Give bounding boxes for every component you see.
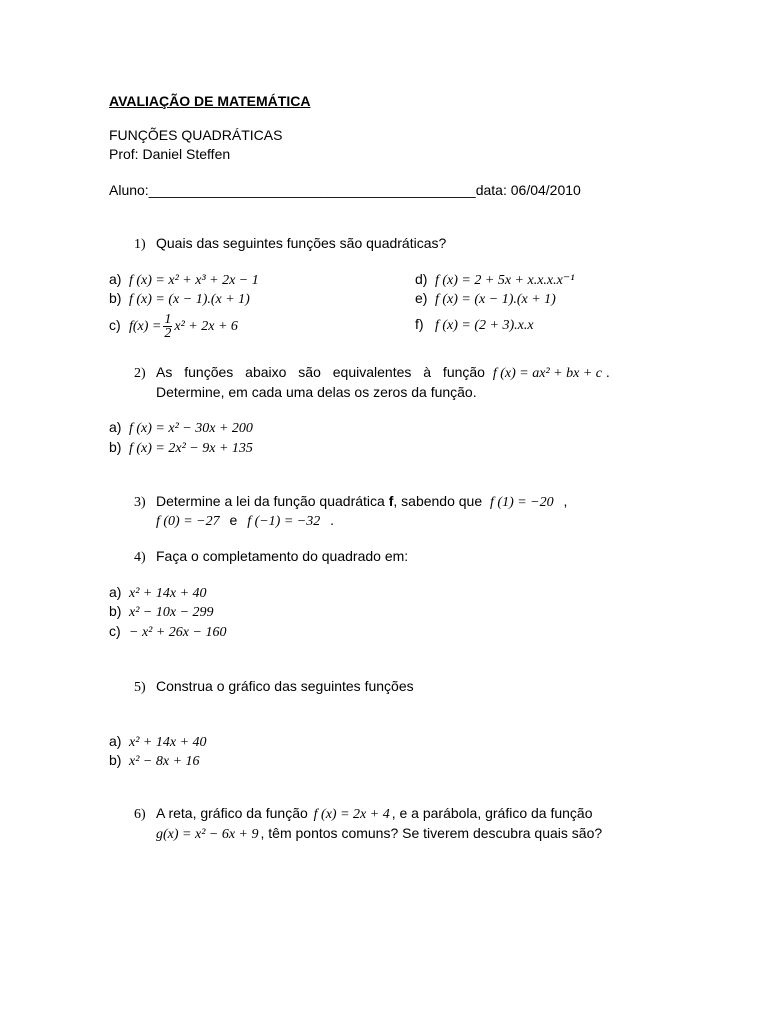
math-expression: f (x) = 2x + 4 — [313, 807, 390, 822]
math-expression: f (1) = −20 — [490, 495, 554, 510]
fraction-denominator: 2 — [164, 325, 172, 341]
student-line-text: Aluno:__________________________________________ — [109, 182, 476, 198]
question-text-c: , têm pontos comuns? Se tiverem descubra quais são? — [260, 825, 603, 841]
item-label: b) — [109, 290, 122, 306]
fraction — [163, 313, 172, 340]
math-expression: f (−1) = −32 — [247, 514, 321, 529]
q4-item-a — [109, 584, 207, 602]
subtitle: FUNÇÕES QUADRÁTICAS — [109, 127, 283, 143]
q1-item-c — [109, 310, 238, 342]
question-1 — [134, 235, 446, 253]
question-text-b: , sabendo que — [393, 493, 483, 509]
q1-item-e — [415, 290, 556, 308]
page-title: AVALIAÇÃO DE MATEMÁTICA — [109, 93, 311, 109]
item-label: d) — [415, 271, 428, 287]
q1-item-b — [109, 290, 250, 308]
conjunction: e — [229, 512, 238, 528]
question-6 — [134, 805, 593, 823]
question-2-continuation: Determine, em cada uma delas os zeros da função. — [156, 384, 477, 400]
student-name-line — [109, 182, 581, 198]
item-label: a) — [109, 419, 122, 435]
question-text: Determine a lei da função quadrática — [156, 493, 385, 509]
math-expression: f (x) = (x − 1).(x + 1) — [435, 292, 556, 307]
bold-function-name: f — [388, 493, 394, 509]
math-expression: g(x) = x² − 6x + 9 — [156, 827, 259, 842]
question-6-continuation — [156, 825, 602, 843]
punctuation: . — [605, 364, 610, 380]
question-number: 1) — [134, 237, 146, 252]
question-text: Quais das seguintes funções são quadráticas? — [156, 235, 447, 251]
q5-item-a — [109, 733, 207, 751]
math-expression: x² + 14x + 40 — [129, 735, 207, 750]
question-number: 2) — [134, 366, 146, 381]
question-text: Construa o gráfico das seguintes funções — [156, 678, 414, 694]
punctuation: , — [563, 493, 568, 509]
professor-name: Prof: Daniel Steffen — [109, 146, 231, 162]
math-expression: x² − 8x + 16 — [129, 754, 200, 769]
q2-item-a — [109, 419, 253, 437]
item-label: a) — [109, 271, 122, 287]
item-label: c) — [109, 623, 121, 639]
item-label: c) — [109, 317, 121, 333]
question-3-continuation — [156, 512, 334, 530]
math-expression: f (0) = −27 — [156, 514, 220, 529]
item-label: e) — [415, 290, 428, 306]
question-text: Faça o completamento do quadrado em: — [156, 548, 409, 564]
math-expression: f (x) = (2 + 3).x.x — [435, 318, 534, 333]
math-expression: f (x) = (x − 1).(x + 1) — [129, 292, 250, 307]
item-label: b) — [109, 752, 122, 768]
math-expression: f (x) = x² − 30x + 200 — [129, 421, 253, 436]
item-label: a) — [109, 584, 122, 600]
math-expression: x² + 14x + 40 — [129, 586, 207, 601]
q1-item-f — [415, 316, 534, 334]
math-expression: − x² + 26x − 160 — [129, 625, 227, 640]
question-number: 5) — [134, 680, 146, 695]
exam-date: data: 06/04/2010 — [475, 182, 581, 198]
q4-item-b — [109, 603, 214, 621]
question-3 — [134, 493, 567, 511]
math-expression-suffix: x² + 2x + 6 — [174, 319, 238, 334]
fraction-numerator: 1 — [164, 311, 172, 327]
math-expression: f (x) = x² + x³ + 2x − 1 — [129, 273, 259, 288]
item-label: a) — [109, 733, 122, 749]
math-expression: x² − 10x − 299 — [129, 605, 214, 620]
punctuation: . — [330, 512, 335, 528]
question-text-b: , e a parábola, gráfico da função — [391, 805, 593, 821]
item-label: b) — [109, 603, 122, 619]
question-5 — [134, 678, 414, 696]
item-label: b) — [109, 439, 122, 455]
question-text: As funções abaixo são equivalentes à função — [156, 364, 485, 380]
question-number: 3) — [134, 495, 146, 510]
q2-item-b — [109, 439, 253, 457]
question-number: 6) — [134, 807, 146, 822]
math-expression: f (x) = ax² + bx + c — [492, 366, 602, 381]
q4-item-c — [109, 623, 226, 641]
question-text: A reta, gráfico da função — [156, 805, 308, 821]
math-expression: f (x) = 2 + 5x + x.x.x.x⁻¹ — [435, 273, 575, 288]
question-2 — [134, 364, 610, 382]
item-label: f) — [415, 316, 424, 332]
math-expression: f (x) = 2x² − 9x + 135 — [129, 441, 253, 456]
math-expression-prefix: f(x) = — [129, 319, 162, 334]
question-4 — [134, 548, 408, 566]
q5-item-b — [109, 752, 200, 770]
question-number: 4) — [134, 550, 146, 565]
q1-item-a — [109, 271, 259, 289]
q1-item-d — [415, 271, 574, 289]
